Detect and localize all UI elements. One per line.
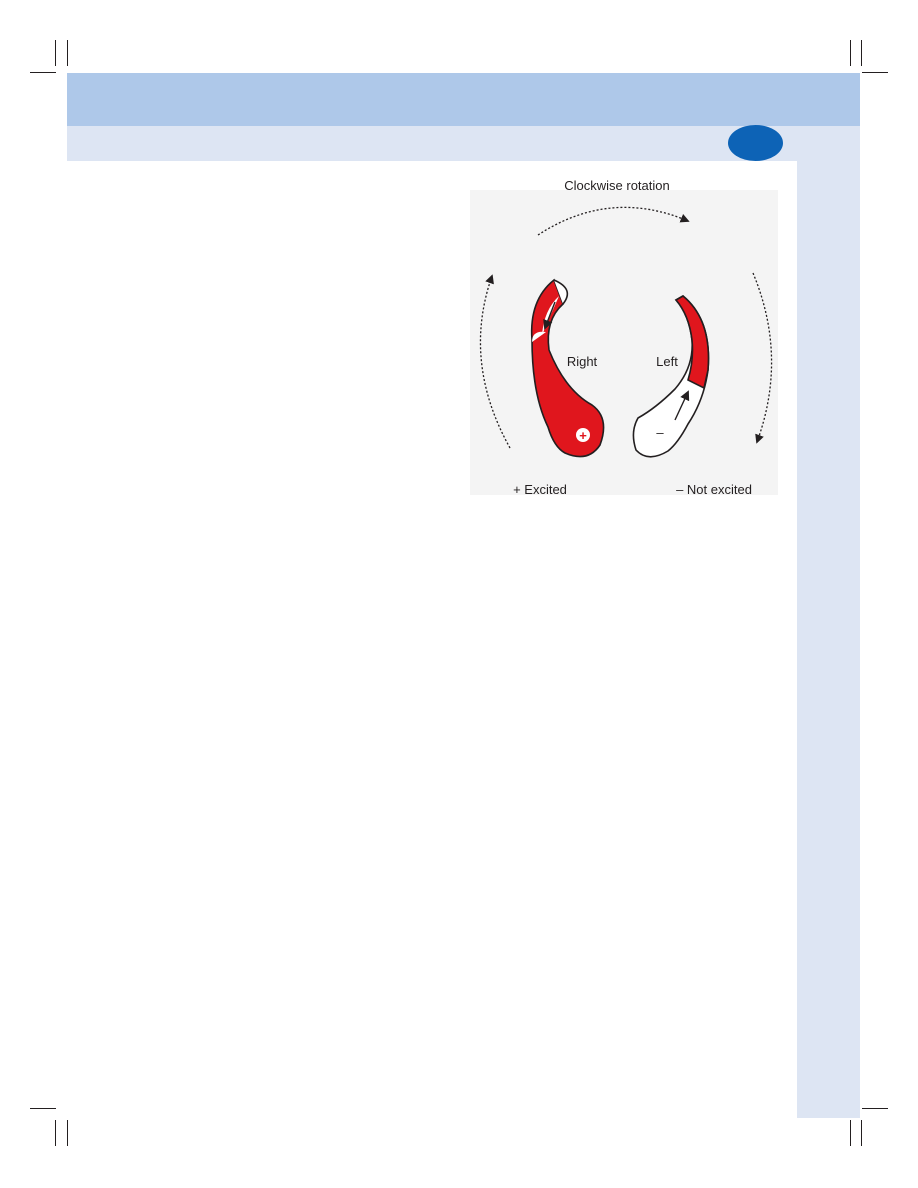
excited-legend: + Excited [513, 482, 567, 497]
not-excited-legend: – Not excited [676, 482, 752, 497]
crop-mark [55, 40, 56, 66]
side-band [797, 161, 860, 1118]
crop-mark [55, 1120, 56, 1146]
crop-mark [850, 40, 851, 66]
crop-mark [862, 72, 888, 73]
figure-canvas [470, 170, 778, 500]
crop-mark [67, 1120, 68, 1146]
crop-mark [862, 1108, 888, 1109]
excited-symbol: + [579, 428, 587, 443]
crop-mark [850, 1120, 851, 1146]
crop-mark [30, 72, 56, 73]
figure-background [470, 190, 778, 495]
crop-mark [861, 1120, 862, 1146]
rotation-figure [470, 170, 778, 500]
not-excited-symbol: – [656, 425, 664, 440]
left-canal-label: Left [656, 354, 678, 369]
page-badge [728, 125, 783, 161]
header-band [67, 73, 860, 126]
rotation-label: Clockwise rotation [564, 178, 670, 193]
crop-mark [861, 40, 862, 66]
right-canal-label: Right [566, 354, 598, 369]
crop-mark [30, 1108, 56, 1109]
crop-mark [67, 40, 68, 66]
